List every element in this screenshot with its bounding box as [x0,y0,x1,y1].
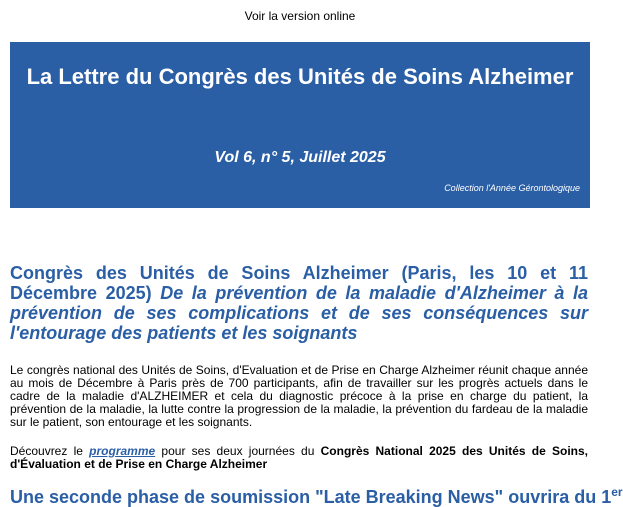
issue-volume: Vol 6, n° 5, Juillet 2025 [214,149,386,166]
headline-event: Congrès des Unités de Soins Alzheimer (Paris, les 10 et 11 Décembre 2025) [10,263,588,303]
discover-middle: pour ses deux journées du [161,444,315,458]
congress-name: Congrès National 2025 des Unités de Soins, d'Évaluation et de Prise en Charge Alzheimer [10,444,589,471]
late-breaking-heading [10,482,623,507]
late-breaking-text: Une seconde phase de soumission "Late Breaking News" ouvrira du 1 [10,487,612,507]
programme-paragraph [10,445,588,471]
intro-paragraph: Le congrès national des Unités de Soins, d'Evaluation et de Prise en Charge Alzheimer réunit chaque année au mois de Décembre à Paris près de 700 participants, afin de travailler sur les progrès actuels dans le cadre de la maladie d'ALZHEIMER et cela du diagnostic précoce à la prise en charge du patient, la prévention de la maladie, la lutte contre la progression de la maladie, la prévention du fardeau de la maladie sur le patient, son entourage et les soignants. [10,363,588,429]
newsletter-title: La Lettre du Congrès des Unités de Soins Alzheimer [26,64,574,89]
article-headline [10,263,588,343]
view-online-link[interactable]: Voir la version online [244,9,356,23]
discover-prefix: Découvrez le [10,444,83,458]
headline-theme: De la prévention de la maladie d'Alzheimer à la prévention de ses complications et de ses conséquences sur l'entourage des patients et les soignants [10,283,588,343]
programme-link[interactable]: programme [89,444,156,458]
collection-label: Collection l'Année Gérontologique [444,183,580,193]
late-breaking-sup: er [611,485,623,499]
newsletter-banner [10,42,590,208]
